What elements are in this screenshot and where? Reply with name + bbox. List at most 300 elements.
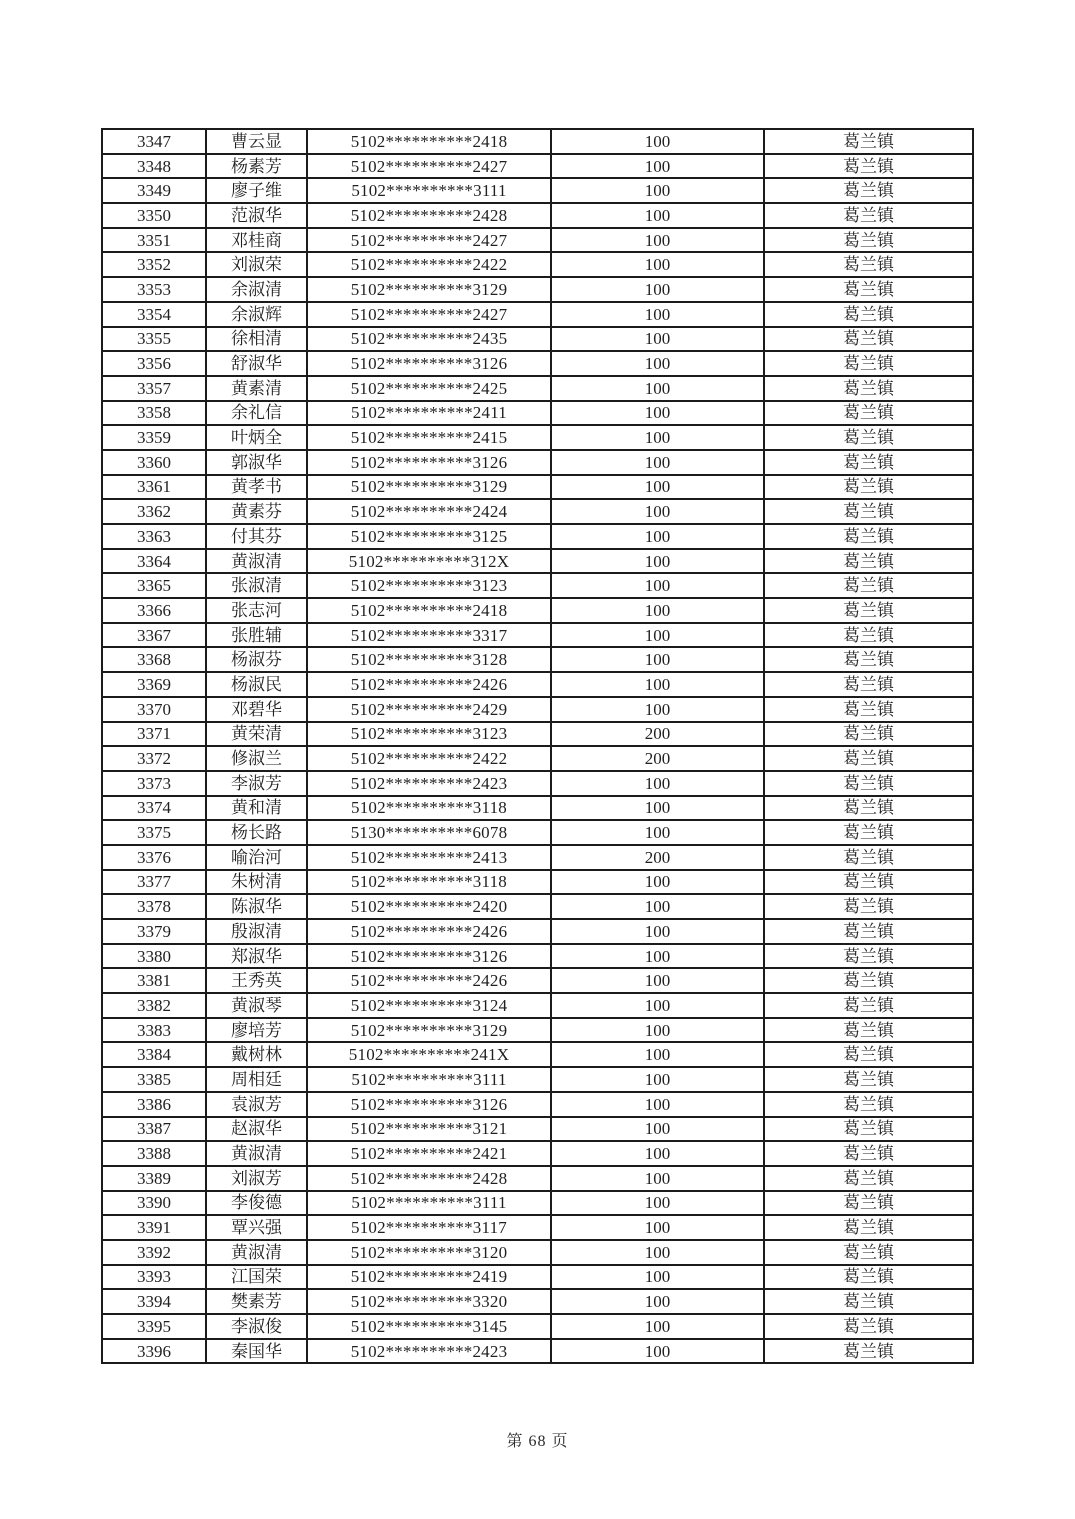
row-masked-id-number: 5102**********3123 — [307, 573, 551, 598]
row-serial-number: 3355 — [102, 327, 206, 352]
row-masked-id-number: 5102**********2423 — [307, 1339, 551, 1364]
row-person-name: 邓桂商 — [206, 228, 307, 253]
row-amount: 100 — [551, 228, 764, 253]
row-serial-number: 3366 — [102, 598, 206, 623]
table-row — [102, 647, 973, 672]
row-town: 葛兰镇 — [764, 154, 973, 179]
row-serial-number: 3371 — [102, 722, 206, 747]
row-serial-number: 3361 — [102, 475, 206, 500]
row-serial-number: 3350 — [102, 203, 206, 228]
row-amount: 200 — [551, 722, 764, 747]
row-amount: 100 — [551, 1067, 764, 1092]
table-row — [102, 944, 973, 969]
row-amount: 100 — [551, 203, 764, 228]
table-row — [102, 1141, 973, 1166]
row-person-name: 黄淑清 — [206, 1141, 307, 1166]
row-town: 葛兰镇 — [764, 1117, 973, 1142]
row-serial-number: 3370 — [102, 697, 206, 722]
table-row — [102, 697, 973, 722]
row-amount: 100 — [551, 1092, 764, 1117]
row-person-name: 廖培芳 — [206, 1018, 307, 1043]
row-town: 葛兰镇 — [764, 277, 973, 302]
row-town: 葛兰镇 — [764, 475, 973, 500]
row-masked-id-number: 5102**********3128 — [307, 647, 551, 672]
row-town: 葛兰镇 — [764, 623, 973, 648]
row-town: 葛兰镇 — [764, 993, 973, 1018]
row-amount: 100 — [551, 1166, 764, 1191]
row-person-name: 江国荣 — [206, 1265, 307, 1290]
row-amount: 100 — [551, 1314, 764, 1339]
row-amount: 100 — [551, 129, 764, 154]
row-town: 葛兰镇 — [764, 327, 973, 352]
table-row — [102, 573, 973, 598]
row-town: 葛兰镇 — [764, 252, 973, 277]
table-row — [102, 499, 973, 524]
row-person-name: 杨淑民 — [206, 672, 307, 697]
row-masked-id-number: 5102**********241X — [307, 1042, 551, 1067]
row-amount: 100 — [551, 1141, 764, 1166]
row-masked-id-number: 5102**********2425 — [307, 376, 551, 401]
row-town: 葛兰镇 — [764, 1067, 973, 1092]
row-amount: 100 — [551, 796, 764, 821]
table-row — [102, 1117, 973, 1142]
table-row — [102, 894, 973, 919]
row-person-name: 黄淑琴 — [206, 993, 307, 1018]
table-row — [102, 598, 973, 623]
row-town: 葛兰镇 — [764, 351, 973, 376]
table-row — [102, 475, 973, 500]
row-serial-number: 3353 — [102, 277, 206, 302]
row-serial-number: 3387 — [102, 1117, 206, 1142]
row-amount: 100 — [551, 647, 764, 672]
row-amount: 100 — [551, 968, 764, 993]
table-row — [102, 228, 973, 253]
row-town: 葛兰镇 — [764, 1265, 973, 1290]
row-masked-id-number: 5102**********2426 — [307, 672, 551, 697]
row-serial-number: 3384 — [102, 1042, 206, 1067]
row-person-name: 杨素芳 — [206, 154, 307, 179]
table-row — [102, 820, 973, 845]
row-amount: 100 — [551, 672, 764, 697]
row-amount: 100 — [551, 894, 764, 919]
row-masked-id-number: 5102**********3123 — [307, 722, 551, 747]
row-masked-id-number: 5102**********2427 — [307, 302, 551, 327]
row-town: 葛兰镇 — [764, 573, 973, 598]
row-amount: 100 — [551, 1018, 764, 1043]
row-person-name: 杨长路 — [206, 820, 307, 845]
row-person-name: 喻治河 — [206, 845, 307, 870]
row-serial-number: 3352 — [102, 252, 206, 277]
row-amount: 100 — [551, 820, 764, 845]
table-row — [102, 1166, 973, 1191]
row-person-name: 廖子维 — [206, 178, 307, 203]
row-serial-number: 3360 — [102, 450, 206, 475]
row-person-name: 张胜辅 — [206, 623, 307, 648]
row-amount: 100 — [551, 277, 764, 302]
row-serial-number: 3383 — [102, 1018, 206, 1043]
table-row — [102, 549, 973, 574]
row-person-name: 张志河 — [206, 598, 307, 623]
row-masked-id-number: 5102**********3118 — [307, 870, 551, 895]
row-serial-number: 3369 — [102, 672, 206, 697]
table-row — [102, 450, 973, 475]
row-masked-id-number: 5102**********2413 — [307, 845, 551, 870]
row-town: 葛兰镇 — [764, 1166, 973, 1191]
row-masked-id-number: 5102**********2428 — [307, 1166, 551, 1191]
row-amount: 100 — [551, 178, 764, 203]
row-masked-id-number: 5102**********312X — [307, 549, 551, 574]
row-amount: 100 — [551, 524, 764, 549]
row-serial-number: 3378 — [102, 894, 206, 919]
row-person-name: 郭淑华 — [206, 450, 307, 475]
row-serial-number: 3392 — [102, 1240, 206, 1265]
row-serial-number: 3376 — [102, 845, 206, 870]
row-serial-number: 3348 — [102, 154, 206, 179]
row-person-name: 叶炳全 — [206, 425, 307, 450]
row-person-name: 黄淑清 — [206, 1240, 307, 1265]
row-masked-id-number: 5102**********3317 — [307, 623, 551, 648]
row-town: 葛兰镇 — [764, 425, 973, 450]
row-amount: 100 — [551, 1240, 764, 1265]
row-amount: 100 — [551, 252, 764, 277]
row-town: 葛兰镇 — [764, 524, 973, 549]
row-person-name: 王秀英 — [206, 968, 307, 993]
row-amount: 100 — [551, 154, 764, 179]
row-town: 葛兰镇 — [764, 944, 973, 969]
row-town: 葛兰镇 — [764, 796, 973, 821]
row-person-name: 刘淑荣 — [206, 252, 307, 277]
row-masked-id-number: 5102**********3120 — [307, 1240, 551, 1265]
table-row — [102, 746, 973, 771]
row-town: 葛兰镇 — [764, 1092, 973, 1117]
row-person-name: 余淑清 — [206, 277, 307, 302]
row-serial-number: 3389 — [102, 1166, 206, 1191]
row-serial-number: 3351 — [102, 228, 206, 253]
row-masked-id-number: 5102**********2428 — [307, 203, 551, 228]
row-amount: 100 — [551, 870, 764, 895]
row-person-name: 樊素芳 — [206, 1289, 307, 1314]
row-masked-id-number: 5102**********3124 — [307, 993, 551, 1018]
row-serial-number: 3356 — [102, 351, 206, 376]
row-masked-id-number: 5102**********3125 — [307, 524, 551, 549]
row-person-name: 黄和清 — [206, 796, 307, 821]
row-person-name: 秦国华 — [206, 1339, 307, 1364]
row-masked-id-number: 5102**********2418 — [307, 598, 551, 623]
row-serial-number: 3395 — [102, 1314, 206, 1339]
row-serial-number: 3367 — [102, 623, 206, 648]
row-town: 葛兰镇 — [764, 746, 973, 771]
row-person-name: 徐相清 — [206, 327, 307, 352]
row-serial-number: 3373 — [102, 771, 206, 796]
row-town: 葛兰镇 — [764, 672, 973, 697]
row-serial-number: 3368 — [102, 647, 206, 672]
row-masked-id-number: 5102**********3126 — [307, 450, 551, 475]
row-town: 葛兰镇 — [764, 820, 973, 845]
row-masked-id-number: 5102**********3126 — [307, 944, 551, 969]
row-amount: 100 — [551, 450, 764, 475]
row-amount: 100 — [551, 697, 764, 722]
row-serial-number: 3374 — [102, 796, 206, 821]
row-masked-id-number: 5102**********2422 — [307, 746, 551, 771]
row-person-name: 殷淑清 — [206, 919, 307, 944]
row-person-name: 刘淑芳 — [206, 1166, 307, 1191]
row-town: 葛兰镇 — [764, 228, 973, 253]
row-serial-number: 3365 — [102, 573, 206, 598]
row-person-name: 黄素芬 — [206, 499, 307, 524]
row-person-name: 戴树林 — [206, 1042, 307, 1067]
table-row — [102, 401, 973, 426]
row-masked-id-number: 5102**********3121 — [307, 1117, 551, 1142]
row-masked-id-number: 5102**********3320 — [307, 1289, 551, 1314]
row-person-name: 曹云显 — [206, 129, 307, 154]
row-town: 葛兰镇 — [764, 302, 973, 327]
row-masked-id-number: 5102**********3129 — [307, 475, 551, 500]
row-person-name: 邓碧华 — [206, 697, 307, 722]
row-serial-number: 3347 — [102, 129, 206, 154]
row-town: 葛兰镇 — [764, 598, 973, 623]
row-amount: 100 — [551, 1265, 764, 1290]
row-serial-number: 3363 — [102, 524, 206, 549]
table-row — [102, 425, 973, 450]
row-masked-id-number: 5102**********2415 — [307, 425, 551, 450]
row-amount: 100 — [551, 425, 764, 450]
table-row — [102, 302, 973, 327]
row-person-name: 陈淑华 — [206, 894, 307, 919]
row-serial-number: 3393 — [102, 1265, 206, 1290]
table-row — [102, 154, 973, 179]
row-person-name: 张淑清 — [206, 573, 307, 598]
row-town: 葛兰镇 — [764, 549, 973, 574]
table-row — [102, 672, 973, 697]
row-amount: 100 — [551, 1042, 764, 1067]
row-person-name: 杨淑芬 — [206, 647, 307, 672]
row-serial-number: 3380 — [102, 944, 206, 969]
row-person-name: 付其芬 — [206, 524, 307, 549]
row-person-name: 范淑华 — [206, 203, 307, 228]
row-amount: 100 — [551, 376, 764, 401]
row-town: 葛兰镇 — [764, 203, 973, 228]
row-town: 葛兰镇 — [764, 771, 973, 796]
row-serial-number: 3396 — [102, 1339, 206, 1364]
row-person-name: 郑淑华 — [206, 944, 307, 969]
row-masked-id-number: 5102**********2424 — [307, 499, 551, 524]
table-row — [102, 1067, 973, 1092]
row-person-name: 李俊德 — [206, 1191, 307, 1216]
row-serial-number: 3394 — [102, 1289, 206, 1314]
row-serial-number: 3358 — [102, 401, 206, 426]
row-town: 葛兰镇 — [764, 376, 973, 401]
row-masked-id-number: 5102**********2423 — [307, 771, 551, 796]
table-row — [102, 845, 973, 870]
row-masked-id-number: 5102**********3118 — [307, 796, 551, 821]
row-masked-id-number: 5102**********2426 — [307, 968, 551, 993]
row-amount: 100 — [551, 499, 764, 524]
row-amount: 100 — [551, 475, 764, 500]
row-masked-id-number: 5102**********2422 — [307, 252, 551, 277]
row-serial-number: 3382 — [102, 993, 206, 1018]
row-serial-number: 3375 — [102, 820, 206, 845]
row-amount: 100 — [551, 598, 764, 623]
row-masked-id-number: 5102**********2419 — [307, 1265, 551, 1290]
row-masked-id-number: 5102**********3126 — [307, 351, 551, 376]
table-row — [102, 1092, 973, 1117]
row-town: 葛兰镇 — [764, 1215, 973, 1240]
row-town: 葛兰镇 — [764, 647, 973, 672]
row-amount: 100 — [551, 623, 764, 648]
row-amount: 100 — [551, 1289, 764, 1314]
row-amount: 100 — [551, 1191, 764, 1216]
table-body — [102, 129, 973, 1363]
row-town: 葛兰镇 — [764, 1314, 973, 1339]
row-serial-number: 3349 — [102, 178, 206, 203]
row-masked-id-number: 5102**********3126 — [307, 1092, 551, 1117]
row-masked-id-number: 5102**********3117 — [307, 1215, 551, 1240]
row-amount: 100 — [551, 549, 764, 574]
row-masked-id-number: 5102**********3111 — [307, 178, 551, 203]
table-row — [102, 1339, 973, 1364]
row-town: 葛兰镇 — [764, 1018, 973, 1043]
table-row — [102, 252, 973, 277]
row-amount: 100 — [551, 1339, 764, 1364]
row-town: 葛兰镇 — [764, 1339, 973, 1364]
row-town: 葛兰镇 — [764, 499, 973, 524]
row-amount: 100 — [551, 771, 764, 796]
row-masked-id-number: 5102**********2427 — [307, 154, 551, 179]
row-person-name: 袁淑芳 — [206, 1092, 307, 1117]
table-row — [102, 1191, 973, 1216]
row-town: 葛兰镇 — [764, 870, 973, 895]
table-row — [102, 376, 973, 401]
row-serial-number: 3381 — [102, 968, 206, 993]
table-row — [102, 1018, 973, 1043]
row-serial-number: 3388 — [102, 1141, 206, 1166]
table-row — [102, 524, 973, 549]
row-person-name: 朱树清 — [206, 870, 307, 895]
row-town: 葛兰镇 — [764, 129, 973, 154]
row-town: 葛兰镇 — [764, 968, 973, 993]
row-serial-number: 3359 — [102, 425, 206, 450]
row-amount: 100 — [551, 351, 764, 376]
row-town: 葛兰镇 — [764, 894, 973, 919]
table-row — [102, 1289, 973, 1314]
table-row — [102, 993, 973, 1018]
table-row — [102, 277, 973, 302]
page-number-footer: 第 68 页 — [506, 1433, 569, 1450]
row-serial-number: 3390 — [102, 1191, 206, 1216]
table-row — [102, 870, 973, 895]
table-row — [102, 1215, 973, 1240]
row-masked-id-number: 5102**********2427 — [307, 228, 551, 253]
row-masked-id-number: 5102**********3111 — [307, 1191, 551, 1216]
row-serial-number: 3357 — [102, 376, 206, 401]
row-serial-number: 3354 — [102, 302, 206, 327]
row-amount: 100 — [551, 573, 764, 598]
row-amount: 100 — [551, 327, 764, 352]
table-row — [102, 1265, 973, 1290]
row-masked-id-number: 5102**********3111 — [307, 1067, 551, 1092]
row-person-name: 黄素清 — [206, 376, 307, 401]
row-serial-number: 3385 — [102, 1067, 206, 1092]
row-town: 葛兰镇 — [764, 178, 973, 203]
row-serial-number: 3391 — [102, 1215, 206, 1240]
row-town: 葛兰镇 — [764, 1141, 973, 1166]
table-row — [102, 722, 973, 747]
row-masked-id-number: 5102**********2435 — [307, 327, 551, 352]
row-masked-id-number: 5130**********6078 — [307, 820, 551, 845]
table-row — [102, 129, 973, 154]
table-row — [102, 1240, 973, 1265]
row-masked-id-number: 5102**********3145 — [307, 1314, 551, 1339]
row-person-name: 余礼信 — [206, 401, 307, 426]
row-person-name: 李淑俊 — [206, 1314, 307, 1339]
row-amount: 100 — [551, 302, 764, 327]
row-masked-id-number: 5102**********3129 — [307, 277, 551, 302]
table-row — [102, 623, 973, 648]
table-row — [102, 351, 973, 376]
row-serial-number: 3379 — [102, 919, 206, 944]
table-row — [102, 178, 973, 203]
row-town: 葛兰镇 — [764, 450, 973, 475]
row-town: 葛兰镇 — [764, 401, 973, 426]
table-row — [102, 327, 973, 352]
table-row — [102, 968, 973, 993]
row-person-name: 修淑兰 — [206, 746, 307, 771]
row-person-name: 覃兴强 — [206, 1215, 307, 1240]
row-serial-number: 3372 — [102, 746, 206, 771]
row-masked-id-number: 5102**********2426 — [307, 919, 551, 944]
table-row — [102, 1042, 973, 1067]
table-row — [102, 203, 973, 228]
row-town: 葛兰镇 — [764, 1289, 973, 1314]
row-serial-number: 3362 — [102, 499, 206, 524]
row-person-name: 周相廷 — [206, 1067, 307, 1092]
row-masked-id-number: 5102**********2429 — [307, 697, 551, 722]
row-masked-id-number: 5102**********2420 — [307, 894, 551, 919]
row-town: 葛兰镇 — [764, 722, 973, 747]
row-town: 葛兰镇 — [764, 845, 973, 870]
row-town: 葛兰镇 — [764, 697, 973, 722]
row-person-name: 舒淑华 — [206, 351, 307, 376]
table-row — [102, 1314, 973, 1339]
row-amount: 100 — [551, 993, 764, 1018]
row-person-name: 余淑辉 — [206, 302, 307, 327]
row-town: 葛兰镇 — [764, 1240, 973, 1265]
row-town: 葛兰镇 — [764, 919, 973, 944]
row-town: 葛兰镇 — [764, 1042, 973, 1067]
row-person-name: 黄荣清 — [206, 722, 307, 747]
row-person-name: 李淑芳 — [206, 771, 307, 796]
row-masked-id-number: 5102**********2418 — [307, 129, 551, 154]
row-serial-number: 3386 — [102, 1092, 206, 1117]
row-masked-id-number: 5102**********3129 — [307, 1018, 551, 1043]
row-amount: 100 — [551, 1215, 764, 1240]
table-row — [102, 919, 973, 944]
row-amount: 100 — [551, 944, 764, 969]
row-town: 葛兰镇 — [764, 1191, 973, 1216]
row-person-name: 赵淑华 — [206, 1117, 307, 1142]
table-row — [102, 771, 973, 796]
row-amount: 100 — [551, 919, 764, 944]
row-amount: 100 — [551, 401, 764, 426]
row-serial-number: 3377 — [102, 870, 206, 895]
beneficiary-roster-table — [101, 128, 974, 1364]
table-row — [102, 796, 973, 821]
row-amount: 200 — [551, 746, 764, 771]
row-masked-id-number: 5102**********2421 — [307, 1141, 551, 1166]
row-person-name: 黄孝书 — [206, 475, 307, 500]
row-masked-id-number: 5102**********2411 — [307, 401, 551, 426]
row-amount: 100 — [551, 1117, 764, 1142]
